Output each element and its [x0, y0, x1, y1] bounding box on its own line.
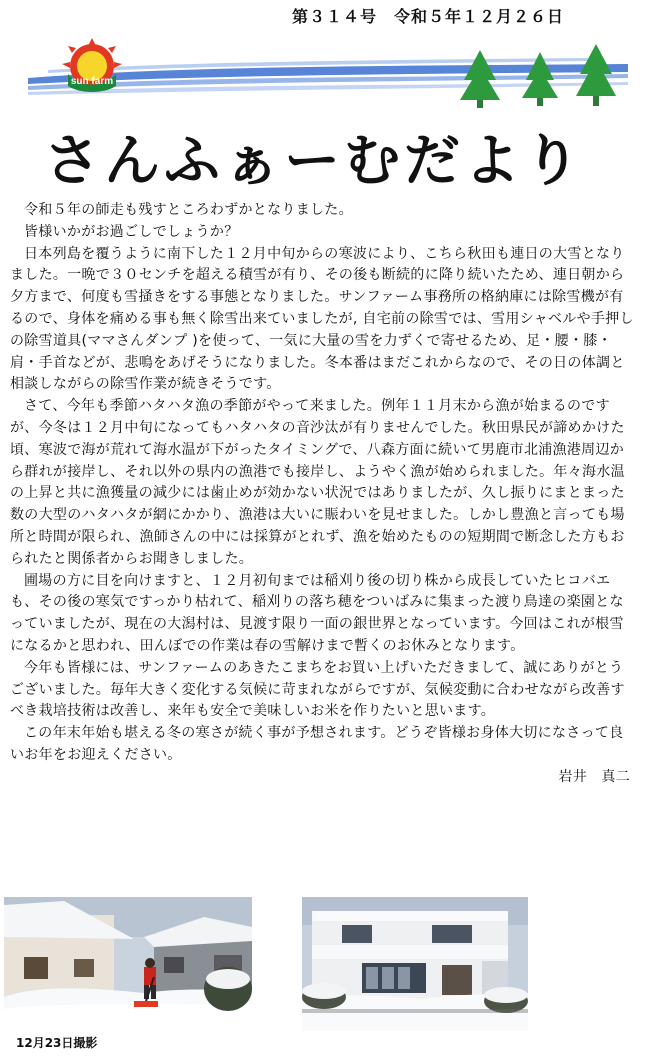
paragraph: この年末年始も堪える冬の寒さが続く事が予想されます。どうぞ皆様お身体大切になさって良いお年をお迎えください。: [10, 725, 624, 763]
paragraph: 圃場の方に目を向けますと、１２月初旬までは稲刈り後の切り株から成長していたヒコバエも、その後の寒気ですっかり枯れて、稲刈りの落ち穂をついばみに集まった渡り鳥達の楽園となっていましたが、現在の大潟村は、見渡す限り一面の銀世界となっています。今回はこれが根雪になるかと思われ、田んぼでの作業は春の雪解けまで暫くのお休みとなります。: [10, 572, 624, 654]
paragraph: 今年も皆様には、サンファームのあきたこまちをお買い上げいただきまして、誠にありがとうございました。毎年大きく変化する気候に苛まれながらですが、気候変動に合わせながら改善すべき栽培技術は改善し、来年も安全で美味しいお米を作りたいと思います。: [10, 659, 625, 720]
newsletter-title: さんふぁーむだより: [44, 129, 584, 194]
photo-caption: 12月23日撮影: [16, 1036, 98, 1050]
snowy-house-front-photo: [302, 897, 528, 1031]
paragraph: 令和５年の師走も残すところわずかとなりました。: [24, 202, 353, 218]
snowy-house-shoveling-photo: [4, 897, 252, 1031]
sun-logo-icon: [62, 38, 122, 92]
letter-body: [10, 200, 636, 785]
paragraph: 日本列島を覆うように南下した１２月中旬からの寒波により、こちら秋田も連日の大雪となりました。一晩で３０センチを超える積雪が有り、その後も断続的に降り続いたため、連日朝から夕方まで、何度も雪掻きをする事態となりました。サンファーム事務所の格納庫には除雪機が有るので、身体を痛める事も無く除雪出来ていましたが, 自宅前の除雪では、雪用シャベルや手押しの除雪道具(ママさんダンプ )を使って、一気に大量の雪を力ずくで寄せるため、足・腰・膝・肩・手首などが、悲鳴をあげそうになりました。冬本番はまだこれからなので、その日の体調と相談しながらの除雪作業が続きそうです。: [10, 245, 634, 393]
issue-date-line: 第３１４号 令和５年１２月２６日: [292, 7, 565, 26]
header-banner: [28, 36, 628, 116]
paragraph: 皆様いかがお過ごしでしょうか？: [24, 223, 239, 240]
signature: 岩井 真二: [558, 768, 630, 785]
pine-tree-icon: [460, 44, 616, 108]
paragraph: さて、今年も季節ハタハタ漁の季節がやって来ました。例年１１月末から漁が始まるのですが、今冬は１２月中旬になってもハタハタの音沙汰が有りませんでした。秋田県民が諦めかけた頃、寒波で海が荒れて海水温が下がったタイミングで、八森方面に続いて男鹿市北浦漁港周辺から群れが接岸し、それ以外の県内の漁港でも接岸し、ようやく漁が始められました。年々海水温の上昇と共に漁獲量の減少には歯止めが効かない状況ではありましたが、久し振りにまとまった数の大型のハタハタが網にかかり、漁港は大いに賑わいを見せました。しかし豊漁と言っても場所と時間が限られ、漁師さんの中には採算がとれず、漁を始めたものの短期間で断念した方もおられたと関係者からお聞きしました。: [10, 398, 625, 567]
logo-text: sun farm: [70, 76, 114, 87]
